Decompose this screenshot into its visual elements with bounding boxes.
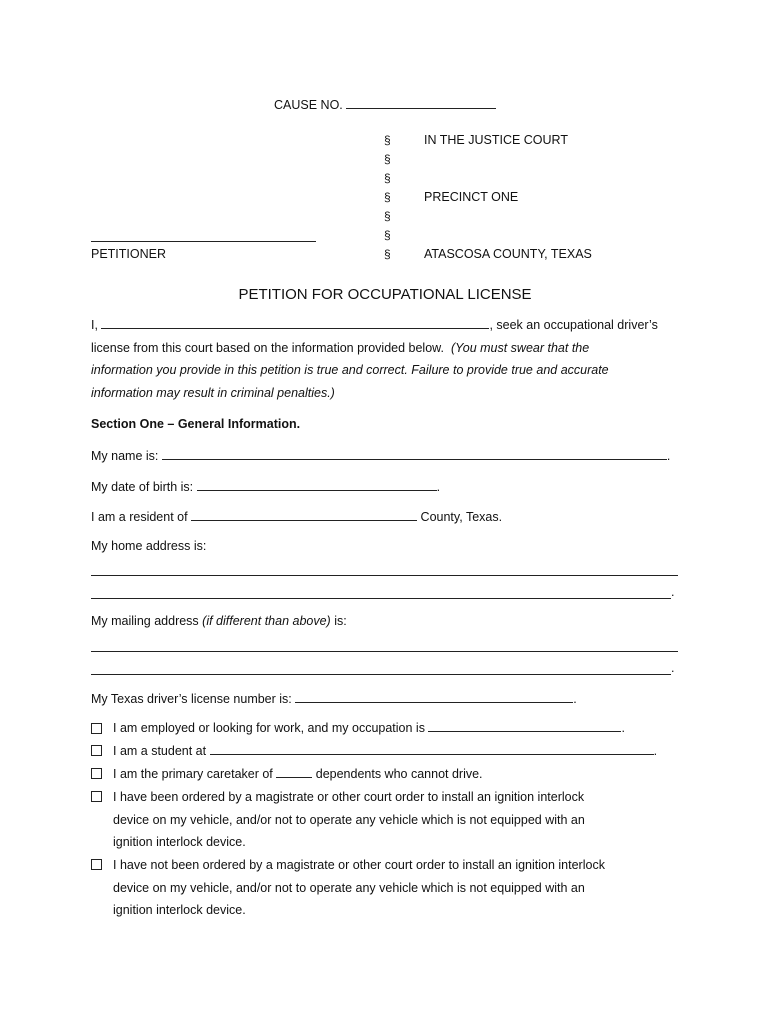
petitioner-name-field[interactable] (101, 316, 489, 329)
occupation-field[interactable] (428, 719, 621, 732)
home-address-label: My home address is: (91, 539, 207, 553)
name-field[interactable] (162, 447, 667, 460)
license-number-field[interactable] (295, 690, 573, 703)
mailing-address-line-1[interactable] (91, 651, 678, 652)
section-symbol: § (384, 247, 391, 261)
not-ordered-item: I have not been ordered by a magistrate or other court order to install an ignition interlock device on my vehicle, and/or not to operate any vehicle which is not equipped with an ignition interlock device. (113, 858, 605, 918)
dependents-count-field[interactable] (276, 765, 312, 778)
student-item: I am a student at . (113, 744, 658, 758)
not-ordered-checkbox[interactable] (91, 859, 102, 870)
page-title: PETITION FOR OCCUPATIONAL LICENSE (238, 286, 532, 303)
section-one-heading: Section One – General Information. (91, 417, 301, 431)
caretaker-checkbox[interactable] (91, 768, 102, 779)
county-field[interactable] (191, 508, 417, 521)
petitioner-field[interactable] (91, 241, 316, 242)
home-address-line-1[interactable] (91, 575, 678, 576)
section-symbol: § (384, 133, 391, 147)
dob-row: My date of birth is: . (91, 480, 441, 494)
cause-number (274, 96, 496, 112)
intro-paragraph (91, 314, 681, 404)
intro-line-3: information you provide in this petition is true and correct. Failure to provide true and accurate (91, 363, 609, 378)
home-address-line-2[interactable] (91, 598, 671, 599)
court-name: IN THE JUSTICE COURT (424, 133, 568, 147)
petitioner-label: PETITIONER (91, 247, 167, 261)
employed-checkbox[interactable] (91, 723, 102, 734)
mailing-address-label: My mailing address (if different than above) is: (91, 614, 347, 628)
student-checkbox[interactable] (91, 745, 102, 756)
section-symbol: § (384, 152, 391, 166)
intro-line-1: I, , seek an occupational driver’s (91, 318, 658, 332)
license-row: My Texas driver’s license number is: . (91, 692, 577, 706)
cause-number-field[interactable] (346, 96, 496, 109)
section-symbol: § (384, 209, 391, 223)
section-symbol: § (384, 171, 391, 185)
resident-row: I am a resident of County, Texas. (91, 510, 503, 524)
mailing-address-line-2[interactable] (91, 674, 671, 675)
name-row: My name is: . (91, 449, 671, 463)
county: ATASCOSA COUNTY, TEXAS (424, 247, 592, 261)
intro-line-4: information may result in criminal penalties.) (91, 385, 335, 400)
dob-field[interactable] (197, 478, 437, 491)
employed-item: I am employed or looking for work, and my occupation is . (113, 721, 625, 735)
ordered-item: I have been ordered by a magistrate or other court order to install an ignition interlock device on my vehicle, and/or not to operate any vehicle which is not equipped with an ignition interlock device. (113, 790, 585, 850)
school-field[interactable] (210, 742, 654, 755)
section-symbol: § (384, 228, 391, 242)
caretaker-item: I am the primary caretaker of dependents who cannot drive. (113, 767, 483, 781)
cause-number-label: CAUSE NO. (274, 98, 343, 112)
section-symbol: § (384, 190, 391, 204)
ordered-checkbox[interactable] (91, 791, 102, 802)
intro-line-2: license from this court based on the information provided below. (You must swear that the (91, 340, 590, 355)
precinct: PRECINCT ONE (424, 190, 519, 204)
